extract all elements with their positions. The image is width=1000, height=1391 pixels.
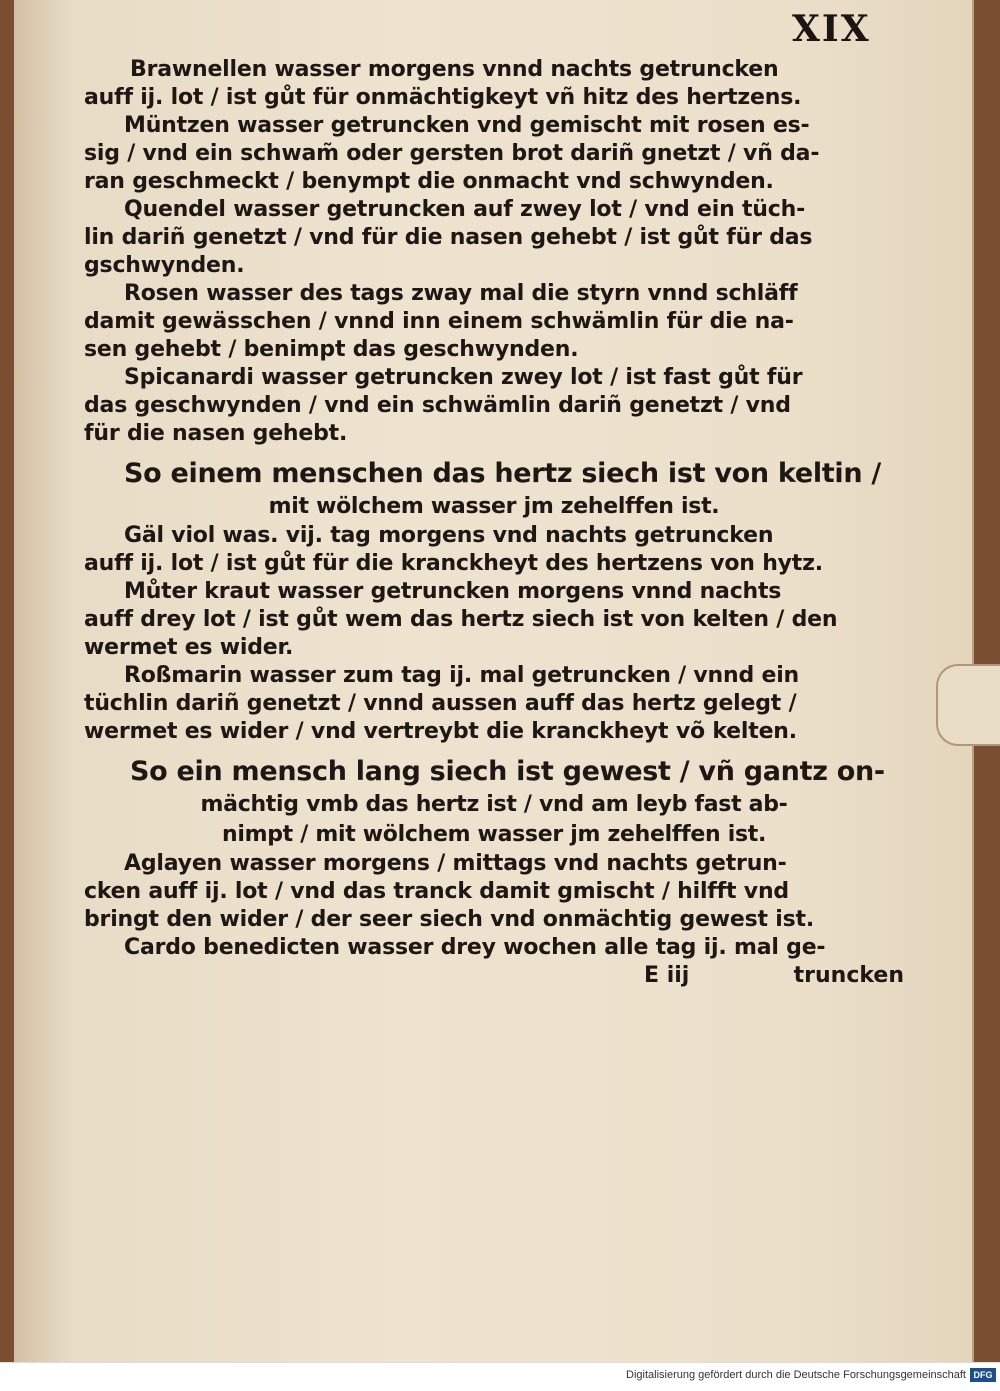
text-line: Rosen wasser des tags zway mal die styrn vnnd schläff <box>124 281 798 306</box>
text-line: Cardo benedicten wasser drey wochen alle tag ij. mal ge- <box>124 935 826 960</box>
text-line: auff ij. lot / ist gůt für die kranckheyt des hertzens von hytz. <box>84 551 823 576</box>
text-line: wermet es wider / vnd vertreybt die kranckheyt võ kelten. <box>84 719 797 744</box>
book-page <box>14 0 974 1362</box>
text-line: Quendel wasser getruncken auf zwey lot / vnd ein tüch- <box>124 197 806 222</box>
section-heading: nimpt / mit wölchem wasser jm zehelffen ist. <box>221 822 767 847</box>
section-heading: mit wölchem wasser jm zehelffen ist. <box>268 494 720 519</box>
folio-number: XIX <box>792 8 871 50</box>
text-line: sig / vnd ein schwam̃ oder gersten brot dariñ gnetzt / vñ da- <box>84 141 820 166</box>
text-line: ran geschmeckt / benympt die onmacht vnd schwynden. <box>84 169 774 194</box>
credit-bar <box>0 1362 1000 1391</box>
text-line: Müntzen wasser getruncken vnd gemischt mit rosen es- <box>124 113 810 138</box>
bookmark-tab <box>936 664 1000 746</box>
text-line: cken auff ij. lot / vnd das tranck damit gmischt / hilfft vnd <box>84 879 789 904</box>
text-line: damit gewässchen / vnnd inn einem schwämlin für die na- <box>84 309 794 334</box>
text-line: wermet es wider. <box>84 635 294 660</box>
funding-credit: Digitalisierung gefördert durch die Deutsche Forschungsgemeinschaft <box>626 1369 966 1381</box>
text-line: auff ij. lot / ist gůt für onmächtigkeyt vñ hitz des hertzens. <box>84 85 802 110</box>
text-line: Roßmarin wasser zum tag ij. mal getruncken / vnnd ein <box>124 663 800 688</box>
text-line: Aglayen wasser morgens / mittags vnd nachts getrun- <box>124 851 787 876</box>
text-line: Brawnellen wasser morgens vnnd nachts getruncken <box>130 57 779 82</box>
text-line: Můter kraut wasser getruncken morgens vnnd nachts <box>124 579 782 604</box>
page-footer-line <box>84 962 904 990</box>
text-line: lin dariñ genetzt / vnd für die nasen gehebt / ist gůt für das <box>84 225 813 250</box>
section-heading: So ein mensch lang siech ist gewest / vñ gantz on- <box>130 756 885 787</box>
text-line: das geschwynden / vnd ein schwämlin dariñ genetzt / vnd <box>84 393 791 418</box>
section-heading: mächtig vmb das hertz ist / vnd am leyb fast ab- <box>200 792 788 817</box>
catchword: truncken <box>793 963 904 988</box>
signature-mark: E iij <box>644 963 690 988</box>
dfg-logo-icon: DFG <box>970 1368 996 1382</box>
text-line: für die nasen gehebt. <box>84 421 348 446</box>
page-text <box>84 56 904 990</box>
text-line: Gäl viol was. vij. tag morgens vnd nachts getruncken <box>124 523 774 548</box>
text-line: bringt den wider / der seer siech vnd onmächtig gewest ist. <box>84 907 815 932</box>
text-line: tüchlin dariñ genetzt / vnnd aussen auff das hertz gelegt / <box>84 691 797 716</box>
text-line: auff drey lot / ist gůt wem das hertz siech ist von kelten / den <box>84 607 838 632</box>
text-line: gschwynden. <box>84 253 245 278</box>
section-heading: So einem menschen das hertz siech ist von keltin / <box>124 458 881 489</box>
text-line: sen gehebt / benimpt das geschwynden. <box>84 337 579 362</box>
text-line: Spicanardi wasser getruncken zwey lot / ist fast gůt für <box>124 365 803 390</box>
